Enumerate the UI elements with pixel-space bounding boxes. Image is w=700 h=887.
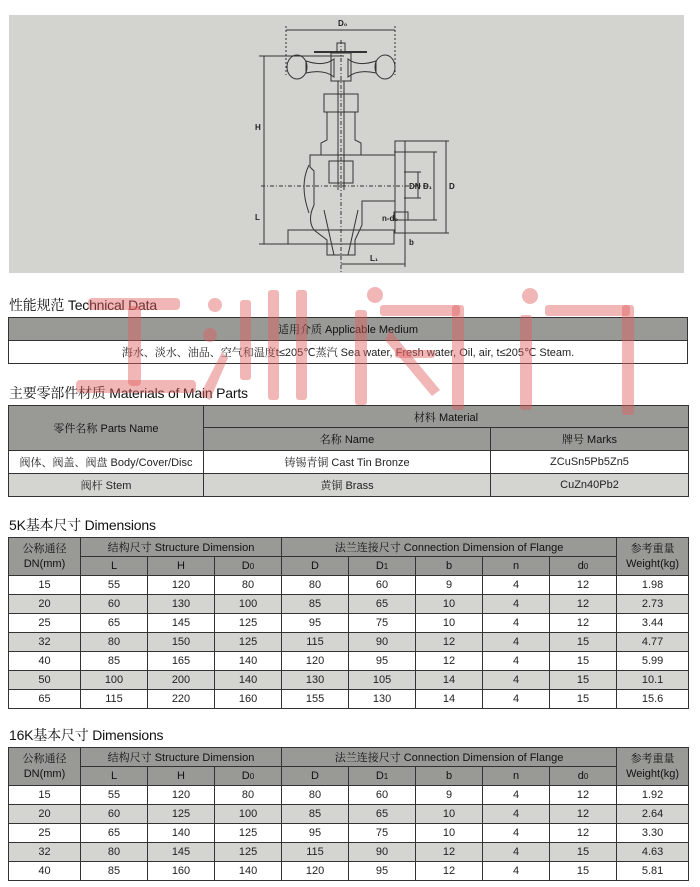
label-l: L bbox=[255, 213, 260, 222]
col-l-header: L bbox=[81, 767, 148, 786]
dimension-cell: 150 bbox=[148, 633, 215, 652]
dn-header bbox=[9, 748, 81, 786]
dimension-cell: 145 bbox=[148, 843, 215, 862]
dn-header-cn: 公称通径 bbox=[22, 542, 67, 555]
dimension-cell: 95 bbox=[282, 824, 349, 843]
col-d0-bolt-sub: 0 bbox=[583, 772, 589, 781]
weight-header bbox=[617, 748, 689, 786]
dimension-cell: 140 bbox=[148, 824, 215, 843]
dimension-cell: 60 bbox=[349, 786, 416, 805]
dimension-cell: 95 bbox=[349, 652, 416, 671]
dimension-cell: 75 bbox=[349, 614, 416, 633]
dimension-cell: 4 bbox=[483, 690, 550, 709]
dimension-cell: 200 bbox=[148, 671, 215, 690]
dimension-cell: 10 bbox=[416, 805, 483, 824]
label-n-d0: n-d₀ bbox=[382, 214, 399, 223]
label-d1: D₁ bbox=[423, 182, 433, 191]
valve-section-diagram bbox=[9, 15, 684, 273]
valve-drawing bbox=[9, 15, 684, 273]
dimension-row bbox=[9, 576, 689, 595]
dimension-cell: 105 bbox=[349, 671, 416, 690]
dimension-cell: 15 bbox=[550, 843, 617, 862]
label-b: b bbox=[409, 238, 414, 247]
dimension-cell: 40 bbox=[9, 862, 81, 881]
dimension-cell: 10 bbox=[416, 614, 483, 633]
dimension-cell: 140 bbox=[215, 862, 282, 881]
dimension-row bbox=[9, 595, 689, 614]
dimension-cell: 14 bbox=[416, 671, 483, 690]
weight-header bbox=[617, 538, 689, 576]
dimension-cell: 80 bbox=[282, 576, 349, 595]
dimension-row bbox=[9, 805, 689, 824]
dimension-cell: 80 bbox=[81, 843, 148, 862]
part-name: 阀体、阀盖、阀盘 Body/Cover/Disc bbox=[9, 451, 204, 474]
dimension-cell: 120 bbox=[148, 786, 215, 805]
col-b-header: b bbox=[416, 767, 483, 786]
label-l1: L₁ bbox=[370, 254, 379, 263]
dimension-cell: 10 bbox=[416, 595, 483, 614]
col-d0-bolt-sub: 0 bbox=[583, 562, 589, 571]
dimension-cell: 125 bbox=[215, 614, 282, 633]
dimension-cell: 80 bbox=[81, 633, 148, 652]
dimension-cell: 65 bbox=[349, 595, 416, 614]
col-d0-label: D bbox=[241, 560, 250, 572]
dimension-cell: 90 bbox=[349, 843, 416, 862]
dimension-cell: 14 bbox=[416, 690, 483, 709]
flange-header: 法兰连接尺寸 Connection Dimension of Flange bbox=[282, 538, 617, 557]
dimension-cell: 15 bbox=[550, 671, 617, 690]
dimension-cell: 4 bbox=[483, 824, 550, 843]
dimension-cell: 90 bbox=[349, 633, 416, 652]
technical-data-heading: 性能规范 Technical Data bbox=[9, 297, 157, 313]
dimension-cell: 160 bbox=[215, 690, 282, 709]
dimension-cell: 85 bbox=[81, 862, 148, 881]
material-name-header: 名称 Name bbox=[204, 428, 491, 451]
dims-16k-heading: 16K基本尺寸 Dimensions bbox=[9, 727, 164, 743]
dimension-cell: 80 bbox=[215, 576, 282, 595]
col-d0-header bbox=[215, 557, 282, 576]
dimension-cell: 80 bbox=[282, 786, 349, 805]
dimension-cell: 55 bbox=[81, 786, 148, 805]
dimension-cell: 85 bbox=[81, 652, 148, 671]
materials-heading: 主要零部件材质 Materials of Main Parts bbox=[9, 385, 248, 401]
dimension-cell: 4 bbox=[483, 576, 550, 595]
dimension-cell: 2.73 bbox=[617, 595, 689, 614]
dimension-cell: 115 bbox=[282, 633, 349, 652]
dimension-cell: 4 bbox=[483, 614, 550, 633]
dimension-cell: 4 bbox=[483, 671, 550, 690]
weight-header-cn: 参考重量 bbox=[630, 752, 675, 765]
dims-16k-table bbox=[8, 747, 689, 881]
dimension-cell: 9 bbox=[416, 786, 483, 805]
label-h: H bbox=[255, 123, 261, 132]
dimension-cell: 125 bbox=[215, 824, 282, 843]
dimension-cell: 12 bbox=[550, 824, 617, 843]
dimension-cell: 50 bbox=[9, 671, 81, 690]
col-h-header: H bbox=[148, 557, 215, 576]
material-marks-header: 牌号 Marks bbox=[491, 428, 689, 451]
dimension-cell: 155 bbox=[282, 690, 349, 709]
dimension-cell: 160 bbox=[148, 862, 215, 881]
weight-header-en: Weight(kg) bbox=[626, 767, 680, 780]
dimension-cell: 60 bbox=[81, 595, 148, 614]
dimension-cell: 95 bbox=[282, 614, 349, 633]
dimension-cell: 100 bbox=[215, 805, 282, 824]
dimension-cell: 65 bbox=[9, 690, 81, 709]
dimension-cell: 145 bbox=[148, 614, 215, 633]
col-d0-bolt-header bbox=[550, 767, 617, 786]
dimension-row bbox=[9, 843, 689, 862]
dimension-cell: 15 bbox=[550, 633, 617, 652]
weight-header-cn: 参考重量 bbox=[630, 542, 675, 555]
materials-table bbox=[8, 405, 689, 497]
dimension-cell: 65 bbox=[349, 805, 416, 824]
dimension-cell: 220 bbox=[148, 690, 215, 709]
label-d0: D₀ bbox=[338, 19, 348, 28]
dimension-cell: 85 bbox=[282, 805, 349, 824]
col-d1-header bbox=[349, 767, 416, 786]
dimension-cell: 125 bbox=[215, 633, 282, 652]
part-name: 阀杆 Stem bbox=[9, 474, 204, 497]
dimension-cell: 4 bbox=[483, 633, 550, 652]
dimension-cell: 2.64 bbox=[617, 805, 689, 824]
col-d0-bolt-label: d bbox=[577, 770, 584, 782]
dimension-cell: 55 bbox=[81, 576, 148, 595]
dims-5k-table bbox=[8, 537, 689, 709]
dimension-cell: 12 bbox=[550, 805, 617, 824]
col-d1-sub: 1 bbox=[383, 562, 389, 571]
material-header: 材料 Material bbox=[204, 406, 689, 428]
dimension-cell: 95 bbox=[349, 862, 416, 881]
col-d1-label: D bbox=[375, 560, 384, 572]
dimension-row bbox=[9, 652, 689, 671]
dimension-cell: 65 bbox=[81, 824, 148, 843]
dimension-cell: 12 bbox=[416, 633, 483, 652]
dimension-cell: 120 bbox=[148, 576, 215, 595]
dn-header-cn: 公称通径 bbox=[22, 752, 67, 765]
dimension-cell: 15 bbox=[550, 652, 617, 671]
dimension-row bbox=[9, 824, 689, 843]
col-d0-header bbox=[215, 767, 282, 786]
dimension-cell: 3.30 bbox=[617, 824, 689, 843]
dimension-cell: 4.63 bbox=[617, 843, 689, 862]
dimension-cell: 4 bbox=[483, 786, 550, 805]
dimension-cell: 20 bbox=[9, 595, 81, 614]
dimension-cell: 125 bbox=[215, 843, 282, 862]
dimension-cell: 1.98 bbox=[617, 576, 689, 595]
material-row bbox=[9, 474, 689, 497]
technical-data-table bbox=[8, 317, 688, 364]
dimension-cell: 1.92 bbox=[617, 786, 689, 805]
label-d: D bbox=[449, 182, 455, 191]
dimension-cell: 130 bbox=[349, 690, 416, 709]
dimension-cell: 15 bbox=[9, 786, 81, 805]
col-d-header: D bbox=[282, 557, 349, 576]
dimension-cell: 100 bbox=[81, 671, 148, 690]
material-name: 铸锡青铜 Cast Tin Bronze bbox=[204, 451, 491, 474]
col-n-header: n bbox=[483, 557, 550, 576]
dimension-cell: 32 bbox=[9, 843, 81, 862]
dims-5k-heading: 5K基本尺寸 Dimensions bbox=[9, 517, 156, 533]
col-d1-label: D bbox=[375, 770, 384, 782]
material-marks: CuZn40Pb2 bbox=[491, 474, 689, 497]
col-l-header: L bbox=[81, 557, 148, 576]
dimension-cell: 20 bbox=[9, 805, 81, 824]
dimension-cell: 60 bbox=[349, 576, 416, 595]
dimension-cell: 12 bbox=[550, 614, 617, 633]
dimension-cell: 120 bbox=[282, 862, 349, 881]
medium-value: 海水、淡水、油品、空气和温度t≤205℃蒸汽 Sea water, Fresh water, Oil, air, t≤205℃ Steam. bbox=[9, 341, 688, 364]
structure-header: 结构尺寸 Structure Dimension bbox=[81, 748, 282, 767]
dimension-cell: 5.81 bbox=[617, 862, 689, 881]
material-row bbox=[9, 451, 689, 474]
col-d1-header bbox=[349, 557, 416, 576]
dn-header-en: DN(mm) bbox=[23, 557, 66, 570]
col-b-header: b bbox=[416, 557, 483, 576]
parts-name-header: 零件名称 Parts Name bbox=[9, 406, 204, 451]
dimension-cell: 25 bbox=[9, 614, 81, 633]
dimension-cell: 15 bbox=[550, 862, 617, 881]
dimension-cell: 3.44 bbox=[617, 614, 689, 633]
dimension-cell: 65 bbox=[81, 614, 148, 633]
dimension-cell: 4 bbox=[483, 862, 550, 881]
dimension-cell: 85 bbox=[282, 595, 349, 614]
dimension-row bbox=[9, 614, 689, 633]
col-d0-label: D bbox=[241, 770, 250, 782]
dimension-cell: 140 bbox=[215, 652, 282, 671]
dimension-cell: 4 bbox=[483, 805, 550, 824]
dn-header bbox=[9, 538, 81, 576]
dimension-cell: 75 bbox=[349, 824, 416, 843]
weight-header-en: Weight(kg) bbox=[626, 557, 680, 570]
structure-header: 结构尺寸 Structure Dimension bbox=[81, 538, 282, 557]
material-name: 黄铜 Brass bbox=[204, 474, 491, 497]
dn-header-en: DN(mm) bbox=[23, 767, 66, 780]
dimension-cell: 12 bbox=[416, 862, 483, 881]
dimension-cell: 125 bbox=[148, 805, 215, 824]
dimension-cell: 12 bbox=[550, 576, 617, 595]
col-d1-sub: 1 bbox=[383, 772, 389, 781]
dimension-row bbox=[9, 671, 689, 690]
col-d0-sub: 0 bbox=[249, 562, 255, 571]
dimension-cell: 4 bbox=[483, 595, 550, 614]
dimension-cell: 10.1 bbox=[617, 671, 689, 690]
dimension-cell: 12 bbox=[416, 652, 483, 671]
col-d0-bolt-label: d bbox=[577, 560, 584, 572]
dimension-cell: 12 bbox=[416, 843, 483, 862]
dimension-cell: 4.77 bbox=[617, 633, 689, 652]
dimension-cell: 4 bbox=[483, 652, 550, 671]
dimension-row bbox=[9, 690, 689, 709]
dimension-cell: 12 bbox=[550, 786, 617, 805]
dimension-cell: 15.6 bbox=[617, 690, 689, 709]
dimension-cell: 10 bbox=[416, 824, 483, 843]
dimension-cell: 25 bbox=[9, 824, 81, 843]
dimension-cell: 12 bbox=[550, 595, 617, 614]
dimension-cell: 60 bbox=[81, 805, 148, 824]
dimension-row bbox=[9, 862, 689, 881]
col-d0-bolt-header bbox=[550, 557, 617, 576]
dimension-cell: 5.99 bbox=[617, 652, 689, 671]
label-dn: DN bbox=[409, 182, 421, 191]
dimension-cell: 9 bbox=[416, 576, 483, 595]
dimension-cell: 40 bbox=[9, 652, 81, 671]
flange-header: 法兰连接尺寸 Connection Dimension of Flange bbox=[282, 748, 617, 767]
dimension-cell: 130 bbox=[148, 595, 215, 614]
dimension-cell: 4 bbox=[483, 843, 550, 862]
dimension-cell: 15 bbox=[9, 576, 81, 595]
col-h-header: H bbox=[148, 767, 215, 786]
col-n-header: n bbox=[483, 767, 550, 786]
dimension-cell: 100 bbox=[215, 595, 282, 614]
medium-header: 适用介质 Applicable Medium bbox=[9, 318, 688, 341]
dimension-cell: 130 bbox=[282, 671, 349, 690]
dimension-cell: 165 bbox=[148, 652, 215, 671]
dimension-cell: 115 bbox=[282, 843, 349, 862]
dimension-row bbox=[9, 633, 689, 652]
dimension-cell: 80 bbox=[215, 786, 282, 805]
dimension-cell: 140 bbox=[215, 671, 282, 690]
dimension-cell: 15 bbox=[550, 690, 617, 709]
dimension-cell: 32 bbox=[9, 633, 81, 652]
col-d0-sub: 0 bbox=[249, 772, 255, 781]
material-marks: ZCuSn5Pb5Zn5 bbox=[491, 451, 689, 474]
col-d-header: D bbox=[282, 767, 349, 786]
dimension-row bbox=[9, 786, 689, 805]
dimension-cell: 120 bbox=[282, 652, 349, 671]
dimension-cell: 115 bbox=[81, 690, 148, 709]
